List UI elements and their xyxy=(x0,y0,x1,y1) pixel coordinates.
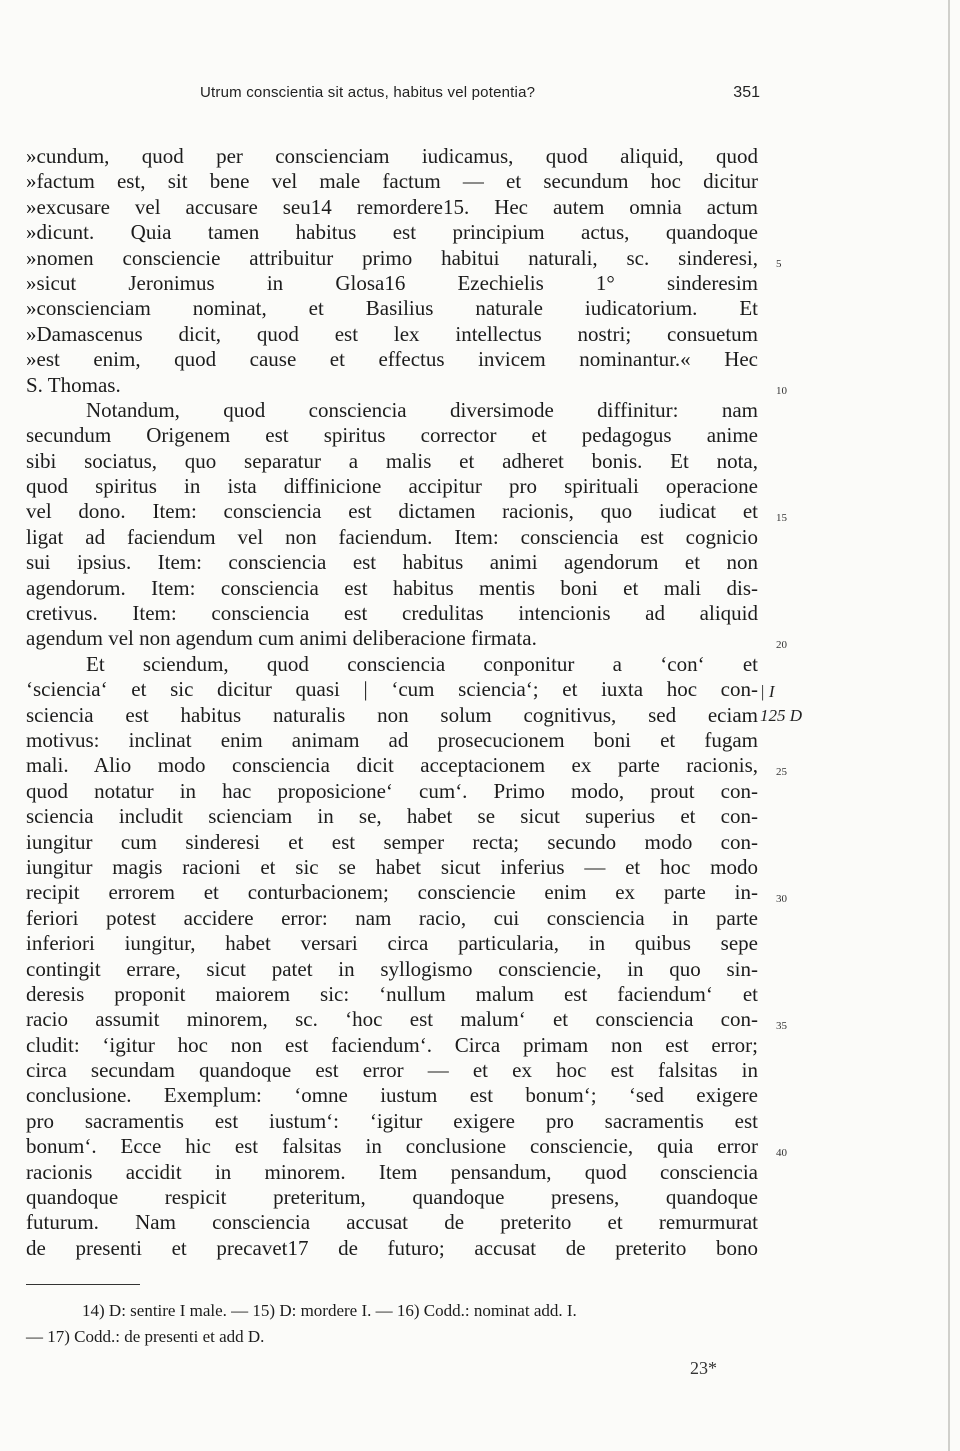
text-line: cludit: ‘igitur hoc non est faciendum‘. Circa primam non est error; xyxy=(26,1032,758,1057)
text-line: mali. Alio modo consciencia dicit acceptacionem ex parte racionis, xyxy=(26,753,758,778)
margin-manuscript-ref: 125 D xyxy=(760,706,803,725)
text-line: vel dono. Item: consciencia est dictamen racionis, quo iudicat et xyxy=(26,499,758,524)
text-line: Notandum, quod consciencia diversimode diffinitur: nam xyxy=(86,397,758,422)
text-line: racionis accidit in minorem. Item pensandum, quod consciencia xyxy=(26,1159,758,1184)
running-header xyxy=(200,84,760,108)
text-line: »factum est, sit bene vel male factum — et secundum hoc dicitur xyxy=(26,169,758,194)
margin-line-number: 15 xyxy=(776,512,787,524)
margin-line-number: 5 xyxy=(776,258,782,270)
page-edge-divider xyxy=(948,0,950,1451)
text-line: motivus: inclinat enim animam ad prosecucionem boni et fugam xyxy=(26,727,758,752)
text-line: »nomen consciencie attribuitur primo habitui naturali, sc. sinderesi, xyxy=(26,245,758,270)
text-line: quod spiritus in ista diffinicione accipitur pro spirituali operacione xyxy=(26,474,758,499)
text-line: cretivus. Item: consciencia est credulitas intencionis ad aliquid xyxy=(26,601,758,626)
text-line: quandoque respicit preteritum, quandoque presens, quandoque xyxy=(26,1185,758,1210)
running-title: Utrum conscientia sit actus, habitus vel potentia? xyxy=(200,84,536,101)
text-line: »sicut Jeronimus in Glosa16 Ezechielis 1° sinderesim xyxy=(26,270,758,295)
text-line: »excusare vel accusare seu14 remordere15. Hec autem omnia actum xyxy=(26,194,758,219)
margin-manuscript-ref: | I xyxy=(760,682,775,701)
main-text xyxy=(26,144,758,1261)
text-line: ‘sciencia‘ et sic dicitur quasi | ‘cum sciencia‘; et iuxta hoc con- xyxy=(26,677,758,702)
text-line: agendorum. Item: consciencia est habitus mentis boni et mali dis- xyxy=(26,575,758,600)
text-line: pro sacramentis est iustum‘: ‘igitur exigere pro sacramentis est xyxy=(26,1108,758,1133)
margin-line-number: 40 xyxy=(776,1147,787,1159)
text-line: sciencia est habitus naturalis non solum cognitivus, sed eciam xyxy=(26,702,758,727)
text-line: sui ipsius. Item: consciencia est habitus animi agendorum et non xyxy=(26,550,758,575)
text-line: deresis proponit maiorem sic: ‘nullum malum est faciendum‘ et xyxy=(26,981,758,1006)
page-number: 351 xyxy=(733,84,760,101)
footnote-line: — 17) Codd.: de presenti et add D. xyxy=(26,1327,265,1346)
footnotes xyxy=(26,1298,758,1350)
text-line: bonum‘. Ecce hic est falsitas in conclusione consciencie, quia error xyxy=(26,1134,758,1159)
text-line: feriori potest accidere error: nam racio, cui consciencia in parte xyxy=(26,905,758,930)
text-line: iungitur magis racioni et sic se habet sicut inferius — et hoc modo xyxy=(26,854,758,879)
text-line: circa secundam quandoque est error — et ex hoc est falsitas in xyxy=(26,1058,758,1083)
text-line: futurum. Nam consciencia accusat de preterito et remurmurat xyxy=(26,1210,758,1235)
text-line: conclusione. Exemplum: ‘omne iustum est bonum‘; ‘sed exigere xyxy=(26,1083,758,1108)
text-line: Et sciendum, quod consciencia conponitur a ‘con‘ et xyxy=(86,651,758,676)
text-line: ligat ad faciendum vel non faciendum. Item: consciencia est cognicio xyxy=(26,524,758,549)
text-line: racio assumit minorem, sc. ‘hoc est malum‘ et consciencia con- xyxy=(26,1007,758,1032)
text-line: »cundum, quod per conscienciam iudicamus, quod aliquid, quod xyxy=(26,144,758,168)
text-line: de presenti et precavet17 de futuro; accusat de preterito bono xyxy=(26,1235,758,1260)
text-line: recipit errorem et conturbacionem; consciencie enim ex parte in- xyxy=(26,880,758,905)
text-line: quod notatur in hac proposicione‘ cum‘. Primo modo, prout con- xyxy=(26,778,758,803)
margin-line-number: 10 xyxy=(776,385,787,397)
text-line: S. Thomas. xyxy=(26,372,121,397)
footnote-line: 14) D: sentire I male. — 15) D: mordere I. — 16) Codd.: nominat add. I. xyxy=(82,1301,577,1320)
text-line: »est enim, quod cause et effectus invicem nominantur.« Hec xyxy=(26,347,758,372)
text-line: »Damascenus dicit, quod est lex intellectus nostri; consuetum xyxy=(26,321,758,346)
text-line: iungitur cum sinderesi et est semper recta; secundo modo con- xyxy=(26,829,758,854)
text-line: »conscienciam nominat, et Basilius naturale iudicatorium. Et xyxy=(26,296,758,321)
text-line: sciencia includit scienciam in se, habet se sicut superius et con- xyxy=(26,804,758,829)
text-line: secundum Origenem est spiritus corrector et pedagogus anime xyxy=(26,423,758,448)
printer-signature: 23* xyxy=(690,1358,717,1378)
text-line: »dicunt. Quia tamen habitus est principium actus, quandoque xyxy=(26,220,758,245)
footnote-rule xyxy=(26,1284,140,1285)
margin-line-number: 25 xyxy=(776,766,787,778)
text-line: inferiori iungitur, habet versari circa particularia, in quibus sepe xyxy=(26,931,758,956)
margin-line-number: 20 xyxy=(776,639,787,651)
text-line: agendum vel non agendum cum animi deliberacione firmata. xyxy=(26,626,537,651)
margin-line-number: 35 xyxy=(776,1020,787,1032)
margin-line-number: 30 xyxy=(776,893,787,905)
text-line: sibi sociatus, quo separatur a malis et adheret bonis. Et nota, xyxy=(26,448,758,473)
text-line: contingit errare, sicut patet in syllogismo consciencie, in quo sin- xyxy=(26,956,758,981)
